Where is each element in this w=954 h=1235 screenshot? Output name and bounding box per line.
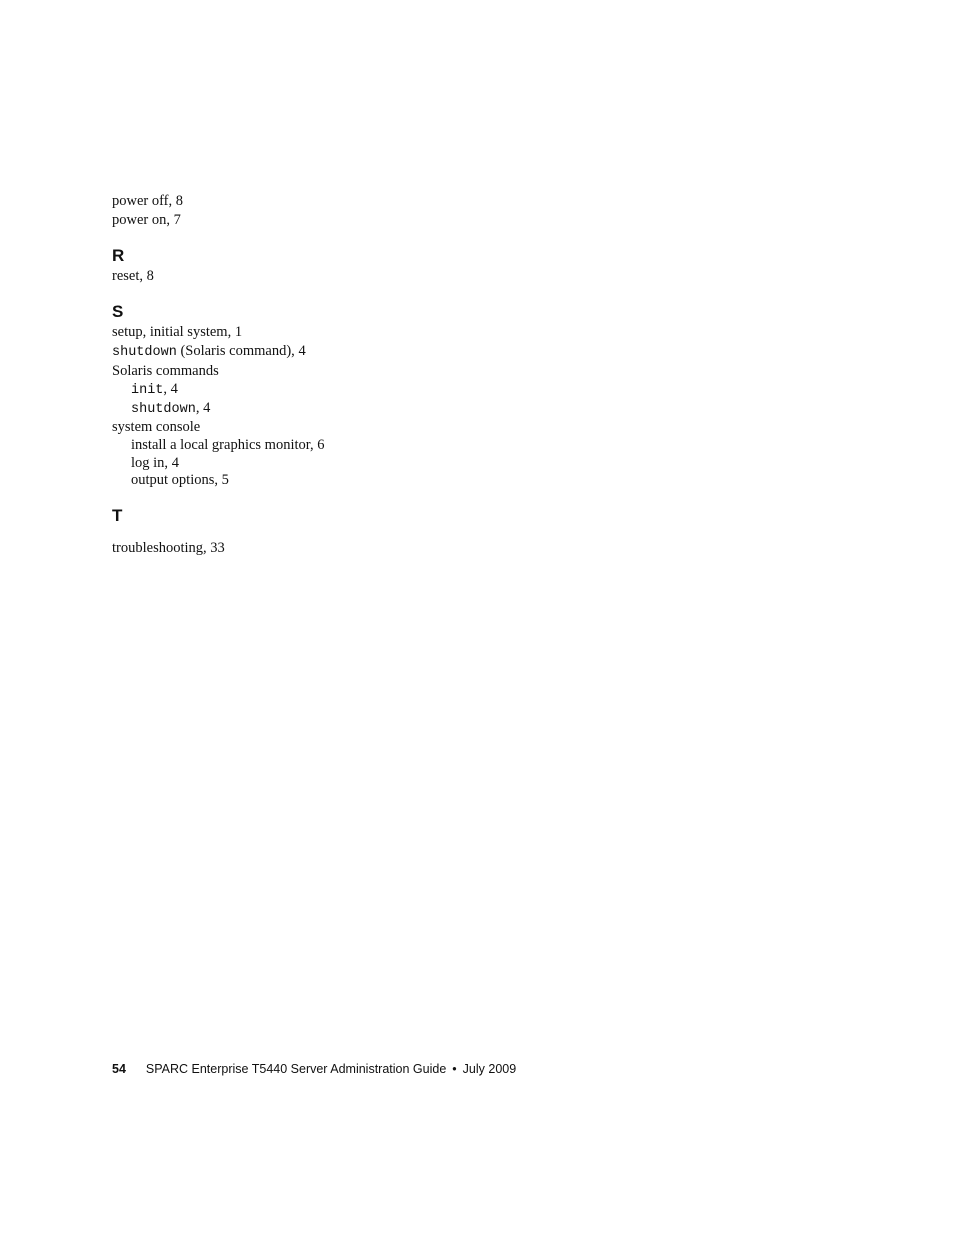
index-entry-troubleshooting: troubleshooting, 33 bbox=[112, 539, 225, 556]
page-ref: 33 bbox=[210, 539, 225, 556]
index-entry-solaris-commands: Solaris commands bbox=[112, 363, 219, 379]
page-ref: 6 bbox=[317, 437, 325, 453]
page-ref: 4 bbox=[298, 343, 306, 359]
command-code: shutdown bbox=[112, 345, 177, 360]
index-subentry-graphics-monitor: install a local graphics monitor, 6 bbox=[131, 437, 325, 453]
document-date: July 2009 bbox=[462, 1062, 517, 1076]
footer-separator: • bbox=[452, 1062, 457, 1076]
page-ref: 4 bbox=[171, 454, 179, 471]
page-ref: 4 bbox=[170, 381, 178, 397]
page-number: 54 bbox=[112, 1062, 126, 1076]
index-entry-reset: reset, 8 bbox=[112, 268, 154, 284]
page-ref: 7 bbox=[173, 212, 181, 228]
page-footer bbox=[112, 1061, 516, 1077]
index-letter-r: R bbox=[112, 246, 125, 265]
page-ref: 1 bbox=[234, 324, 243, 340]
index-entry-power-off: power off, 8 bbox=[112, 193, 184, 209]
index-subentry-init: init, 4 bbox=[131, 381, 178, 398]
index-entry-system-console: system console bbox=[112, 419, 201, 435]
document-title: SPARC Enterprise T5440 Server Administration Guide bbox=[145, 1062, 447, 1076]
index-subentry-output-options: output options, 5 bbox=[131, 472, 229, 488]
page-ref: 4 bbox=[203, 399, 211, 416]
page-ref: 8 bbox=[146, 268, 154, 284]
index-subentry-log-in: log in, 4 bbox=[131, 454, 179, 471]
index-entry-setup: setup, initial system, 1 bbox=[112, 324, 243, 340]
index-subentry-shutdown: shutdown, 4 bbox=[131, 399, 211, 417]
page-ref: 8 bbox=[175, 193, 184, 209]
command-code: init bbox=[131, 383, 164, 398]
index-list bbox=[112, 192, 532, 558]
command-code: shutdown bbox=[131, 401, 196, 417]
index-letter-t: T bbox=[112, 505, 123, 525]
page-ref: 5 bbox=[221, 472, 229, 488]
index-entry-power-on: power on, 7 bbox=[112, 212, 181, 228]
index-letter-s: S bbox=[112, 302, 124, 321]
index-entry-shutdown: shutdown (Solaris command), 4 bbox=[112, 343, 306, 360]
